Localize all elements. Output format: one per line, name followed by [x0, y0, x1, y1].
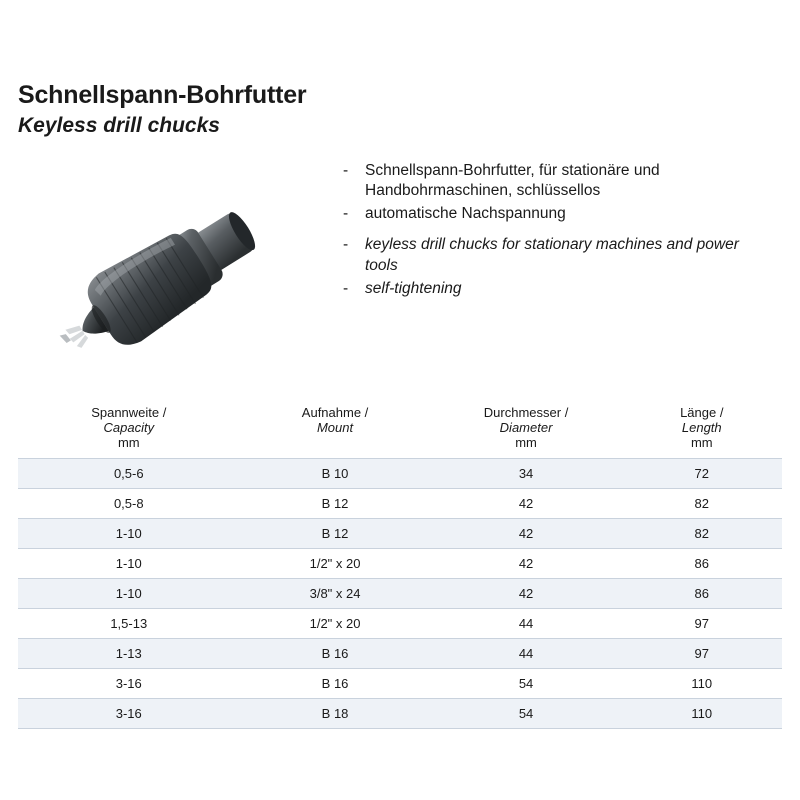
table-body — [18, 459, 782, 729]
cell-length: 82 — [622, 489, 782, 519]
bullet-item — [343, 235, 773, 276]
bullet-text: self-tightening — [365, 279, 462, 297]
bullet-text: keyless drill chucks for stationary machines and power tools — [365, 236, 739, 275]
table-row — [18, 519, 782, 549]
table-row — [18, 609, 782, 639]
cell-mount: 1/2" x 20 — [240, 549, 431, 579]
cell-capacity: 1-10 — [18, 579, 240, 609]
table-row — [18, 459, 782, 489]
table-row — [18, 639, 782, 669]
cell-diameter: 34 — [431, 459, 622, 489]
cell-diameter: 42 — [431, 579, 622, 609]
bullet-item — [343, 161, 773, 202]
cell-diameter: 54 — [431, 669, 622, 699]
cell-mount: B 16 — [240, 639, 431, 669]
header-line-en: Length — [681, 420, 722, 435]
cell-capacity: 3-16 — [18, 669, 240, 699]
table-header-row — [18, 405, 782, 459]
drill-chuck-image — [40, 183, 310, 363]
cell-mount: B 12 — [240, 519, 431, 549]
title-block — [18, 0, 782, 137]
bullet-text: automatische Nachspannung — [365, 204, 566, 222]
bullet-text: Schnellspann-Bohrfutter, für stationäre und Handbohrmaschinen, schlüssellos — [365, 161, 660, 200]
table-row — [18, 669, 782, 699]
table-row — [18, 579, 782, 609]
column-header-mount — [240, 405, 431, 459]
bullet-item — [343, 279, 773, 300]
cell-mount: B 16 — [240, 669, 431, 699]
header-line-unit: mm — [117, 435, 140, 450]
cell-diameter: 42 — [431, 519, 622, 549]
cell-diameter: 54 — [431, 699, 622, 729]
header-line-de: Aufnahme / — [301, 405, 369, 420]
cell-length: 72 — [622, 459, 782, 489]
cell-capacity: 0,5-6 — [18, 459, 240, 489]
cell-length: 86 — [622, 579, 782, 609]
cell-capacity: 1-10 — [18, 519, 240, 549]
table-row — [18, 489, 782, 519]
table-row — [18, 549, 782, 579]
cell-mount: B 12 — [240, 489, 431, 519]
cell-diameter: 44 — [431, 639, 622, 669]
cell-capacity: 1-10 — [18, 549, 240, 579]
cell-mount: B 18 — [240, 699, 431, 729]
header-line-en: Mount — [316, 420, 354, 435]
bullet-item — [343, 204, 773, 225]
cell-length: 82 — [622, 519, 782, 549]
cell-capacity: 0,5-8 — [18, 489, 240, 519]
page-title: Schnellspann-Bohrfutter — [18, 81, 307, 109]
bullet-dash: - — [343, 204, 349, 222]
bullet-dash: - — [343, 279, 349, 297]
column-header-diameter — [431, 405, 622, 459]
cell-capacity: 1,5-13 — [18, 609, 240, 639]
header-line-unit: mm — [515, 435, 537, 450]
table-row — [18, 699, 782, 729]
product-band — [18, 161, 782, 376]
cell-mount: B 10 — [240, 459, 431, 489]
header-line-unit: mm — [690, 435, 713, 450]
spec-table-container — [18, 405, 782, 729]
cell-length: 97 — [622, 609, 782, 639]
cell-length: 97 — [622, 639, 782, 669]
column-header-length — [622, 405, 782, 459]
cell-length: 110 — [622, 699, 782, 729]
feature-list — [343, 161, 773, 302]
header-line-de: Durchmesser / — [483, 405, 569, 420]
cell-length: 86 — [622, 549, 782, 579]
cell-capacity: 3-16 — [18, 699, 240, 729]
cell-mount: 3/8" x 24 — [240, 579, 431, 609]
cell-diameter: 42 — [431, 489, 622, 519]
cell-diameter: 42 — [431, 549, 622, 579]
bullet-dash: - — [343, 236, 349, 254]
page-subtitle: Keyless drill chucks — [18, 113, 220, 137]
column-header-capacity — [18, 405, 240, 459]
cell-capacity: 1-13 — [18, 639, 240, 669]
header-line-en: Capacity — [103, 420, 155, 435]
cell-diameter: 44 — [431, 609, 622, 639]
bullet-dash: - — [343, 161, 349, 179]
cell-mount: 1/2" x 20 — [240, 609, 431, 639]
header-line-en: Diameter — [499, 420, 553, 435]
header-line-de: Spannweite / — [91, 405, 167, 420]
spec-table — [18, 405, 782, 729]
header-line-de: Länge / — [680, 405, 724, 420]
cell-length: 110 — [622, 669, 782, 699]
